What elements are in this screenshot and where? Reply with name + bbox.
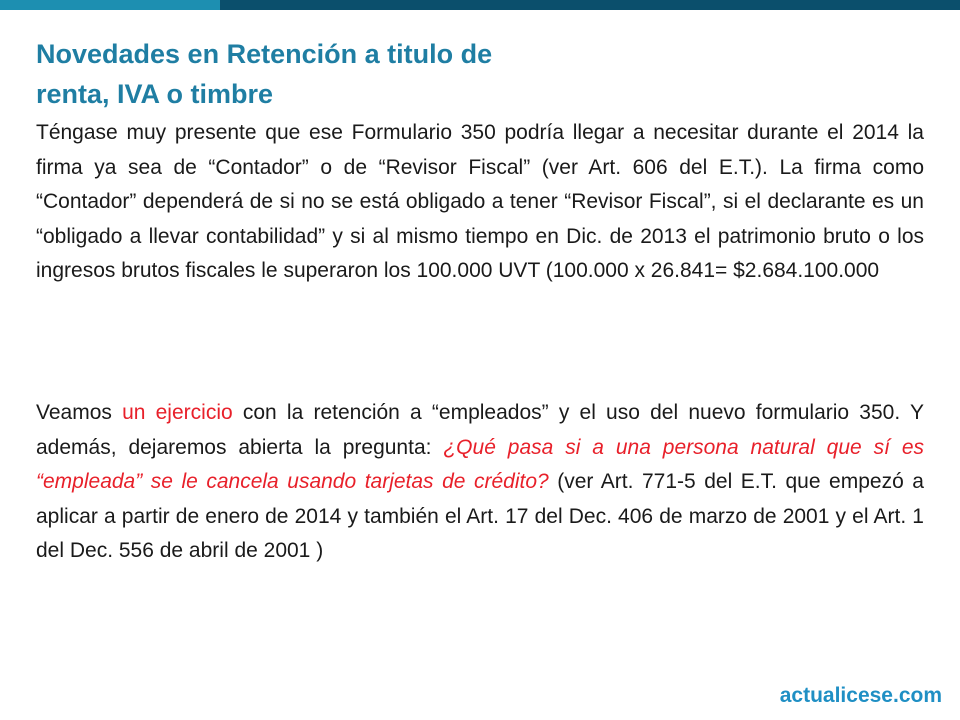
slide-title-line-1: Novedades en Retención a titulo de [36,39,493,69]
highlighted-question: ¿Qué pasa si a una persona natural que sí es “empleada” se le cancela usando tarjetas de crédito? [36,435,924,494]
top-accent-bar-dark [220,0,960,10]
top-accent-bar-light [0,0,220,10]
footer-brand: actualicese.com [779,684,942,707]
slide-title [36,34,916,114]
paragraph-ejercicio-middle: con la retención a “empleados” y el uso del nuevo formulario 350. Y además, dejaremos abierta la pregunta: [36,401,924,459]
paragraph-formulario-350: Téngase muy presente que ese Formulario 350 podría llegar a necesitar durante el 2014 la firma ya sea de “Contador” o de “Revisor Fiscal” (ver Art. 606 del E.T.). La firma como “Contador” dependerá de si no se está obligado a tener “Revisor Fiscal”, si el declarante es un “obligado a llevar contabilidad” y si al mismo tiempo en Dic. de 2013 el patrimonio bruto o los ingresos brutos fiscales le superaron los 100.000 UVT (100.000 x 26.841= $2.684.100.000 [36,121,924,283]
top-accent-bar [0,0,960,10]
paragraph-ejercicio [36,396,924,569]
paragraph-ejercicio-intro: Veamos [36,401,123,424]
ejercicio-link[interactable]: un ejercicio [122,401,233,424]
paragraph-ejercicio-references: (ver Art. 771-5 del E.T. que empezó a aplicar a partir de enero de 2014 y también el Art. 17 del Dec. 406 de marzo de 2001 y el Art. 1 del Dec. 556 de abril de 2001 ) [36,470,924,563]
slide-title-line-2: renta, IVA o timbre [36,79,274,109]
